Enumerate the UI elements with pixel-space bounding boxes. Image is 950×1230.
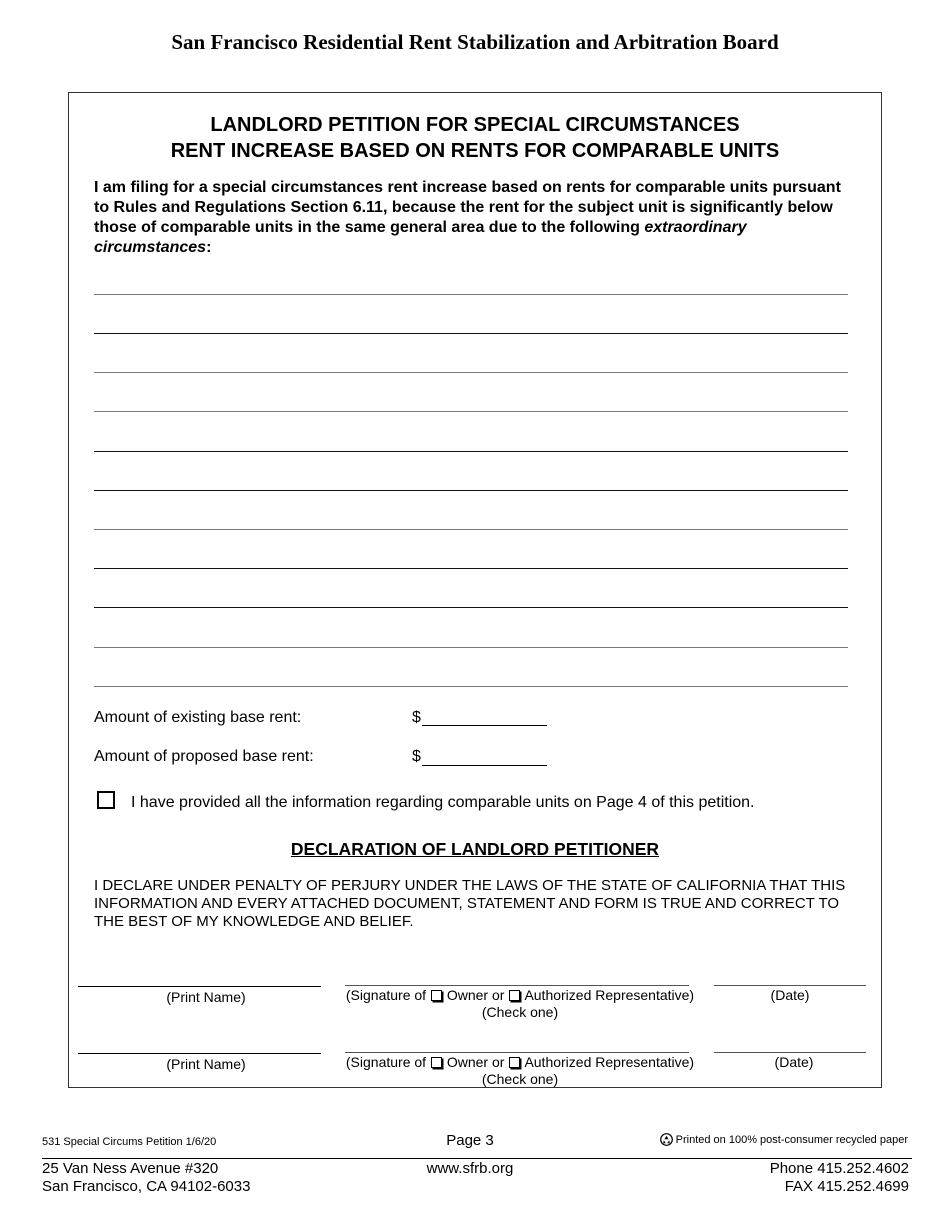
circumstances-write-line[interactable] bbox=[94, 411, 848, 412]
comparable-units-checkbox[interactable] bbox=[97, 791, 115, 809]
signature-line[interactable] bbox=[345, 1052, 689, 1053]
address-line-2: San Francisco, CA 94102-6033 bbox=[42, 1178, 251, 1195]
circumstances-write-line[interactable] bbox=[94, 529, 848, 530]
owner-checkbox[interactable] bbox=[431, 1057, 442, 1068]
comparable-units-checkbox-label: I have provided all the information regarding comparable units on Page 4 of this petition. bbox=[131, 794, 755, 811]
phone-number: Phone 415.252.4602 bbox=[769, 1160, 909, 1177]
intro-italic-text: extraordinary circumstances bbox=[94, 219, 747, 256]
existing-rent-label: Amount of existing base rent: bbox=[94, 709, 302, 726]
signature-prefix: (Signature of bbox=[345, 1054, 427, 1070]
proposed-rent-field[interactable] bbox=[422, 765, 547, 766]
recycle-icon bbox=[660, 1133, 673, 1146]
circumstances-write-line[interactable] bbox=[94, 372, 848, 373]
date-line[interactable] bbox=[714, 1052, 866, 1053]
print-name-line[interactable] bbox=[78, 986, 321, 987]
circumstances-write-line[interactable] bbox=[94, 568, 848, 569]
print-name-line[interactable] bbox=[78, 1053, 321, 1054]
signature-caption bbox=[336, 1054, 704, 1070]
form-title-line-1: LANDLORD PETITION FOR SPECIAL CIRCUMSTANCES bbox=[210, 114, 740, 136]
intro-statement bbox=[94, 178, 854, 258]
date-caption: (Date) bbox=[770, 987, 810, 1003]
authorized-representative-checkbox[interactable] bbox=[509, 990, 520, 1001]
print-name-caption: (Print Name) bbox=[166, 1056, 246, 1072]
check-one-caption: (Check one) bbox=[481, 1071, 559, 1087]
recycled-paper-note bbox=[660, 1133, 908, 1146]
intro-end-text: : bbox=[206, 239, 212, 256]
intro-main-text: I am filing for a special circumstances rent increase based on rents for comparable units pursuant to Rules and Regulations Section 6.11, because the rent for the subject unit is significantly below those of comparable units in the same general area due to the following bbox=[94, 179, 841, 236]
website-link[interactable]: www.sfrb.org bbox=[426, 1160, 514, 1177]
check-one-caption: (Check one) bbox=[481, 1004, 559, 1020]
authorized-option-label: Authorized Representative) bbox=[524, 1054, 695, 1070]
form-title-line-2: RENT INCREASE BASED ON RENTS FOR COMPARABLE UNITS bbox=[170, 140, 780, 162]
form-id: 531 Special Circums Petition 1/6/20 bbox=[42, 1136, 217, 1148]
circumstances-write-line[interactable] bbox=[94, 647, 848, 648]
signature-prefix: (Signature of bbox=[345, 987, 427, 1003]
declaration-heading: DECLARATION OF LANDLORD PETITIONER bbox=[290, 839, 660, 859]
declaration-text: I DECLARE UNDER PENALTY OF PERJURY UNDER THE LAWS OF THE STATE OF CALIFORNIA THAT THIS INFORMATION AND EVERY ATTACHED DOCUMENT, STATEMENT AND FORM IS TRUE AND CORRECT TO THE BEST OF MY KNOWLEDGE AND BELIEF. bbox=[94, 877, 846, 930]
owner-option-label: Owner or bbox=[446, 987, 505, 1003]
signature-caption bbox=[336, 987, 704, 1003]
circumstances-write-line[interactable] bbox=[94, 294, 848, 295]
fax-number: FAX 415.252.4699 bbox=[784, 1178, 909, 1195]
page-number: Page 3 bbox=[446, 1132, 494, 1149]
circumstances-write-line[interactable] bbox=[94, 607, 848, 608]
circumstances-write-line[interactable] bbox=[94, 451, 848, 452]
existing-rent-dollar-sign: $ bbox=[412, 709, 421, 726]
proposed-rent-label: Amount of proposed base rent: bbox=[94, 748, 314, 765]
date-line[interactable] bbox=[714, 985, 866, 986]
address-line-1: 25 Van Ness Avenue #320 bbox=[42, 1160, 219, 1177]
circumstances-write-line[interactable] bbox=[94, 490, 848, 491]
date-caption: (Date) bbox=[774, 1054, 814, 1070]
proposed-rent-dollar-sign: $ bbox=[412, 748, 421, 765]
recycled-paper-text: Printed on 100% post-consumer recycled paper bbox=[675, 1133, 908, 1146]
authorized-option-label: Authorized Representative) bbox=[524, 987, 695, 1003]
footer-divider bbox=[42, 1158, 912, 1159]
circumstances-write-line[interactable] bbox=[94, 686, 848, 687]
board-name-header: San Francisco Residential Rent Stabilization and Arbitration Board bbox=[171, 30, 779, 54]
authorized-representative-checkbox[interactable] bbox=[509, 1057, 520, 1068]
circumstances-write-line[interactable] bbox=[94, 333, 848, 334]
owner-checkbox[interactable] bbox=[431, 990, 442, 1001]
existing-rent-field[interactable] bbox=[422, 725, 547, 726]
signature-line[interactable] bbox=[345, 985, 689, 986]
owner-option-label: Owner or bbox=[446, 1054, 505, 1070]
print-name-caption: (Print Name) bbox=[166, 989, 246, 1005]
